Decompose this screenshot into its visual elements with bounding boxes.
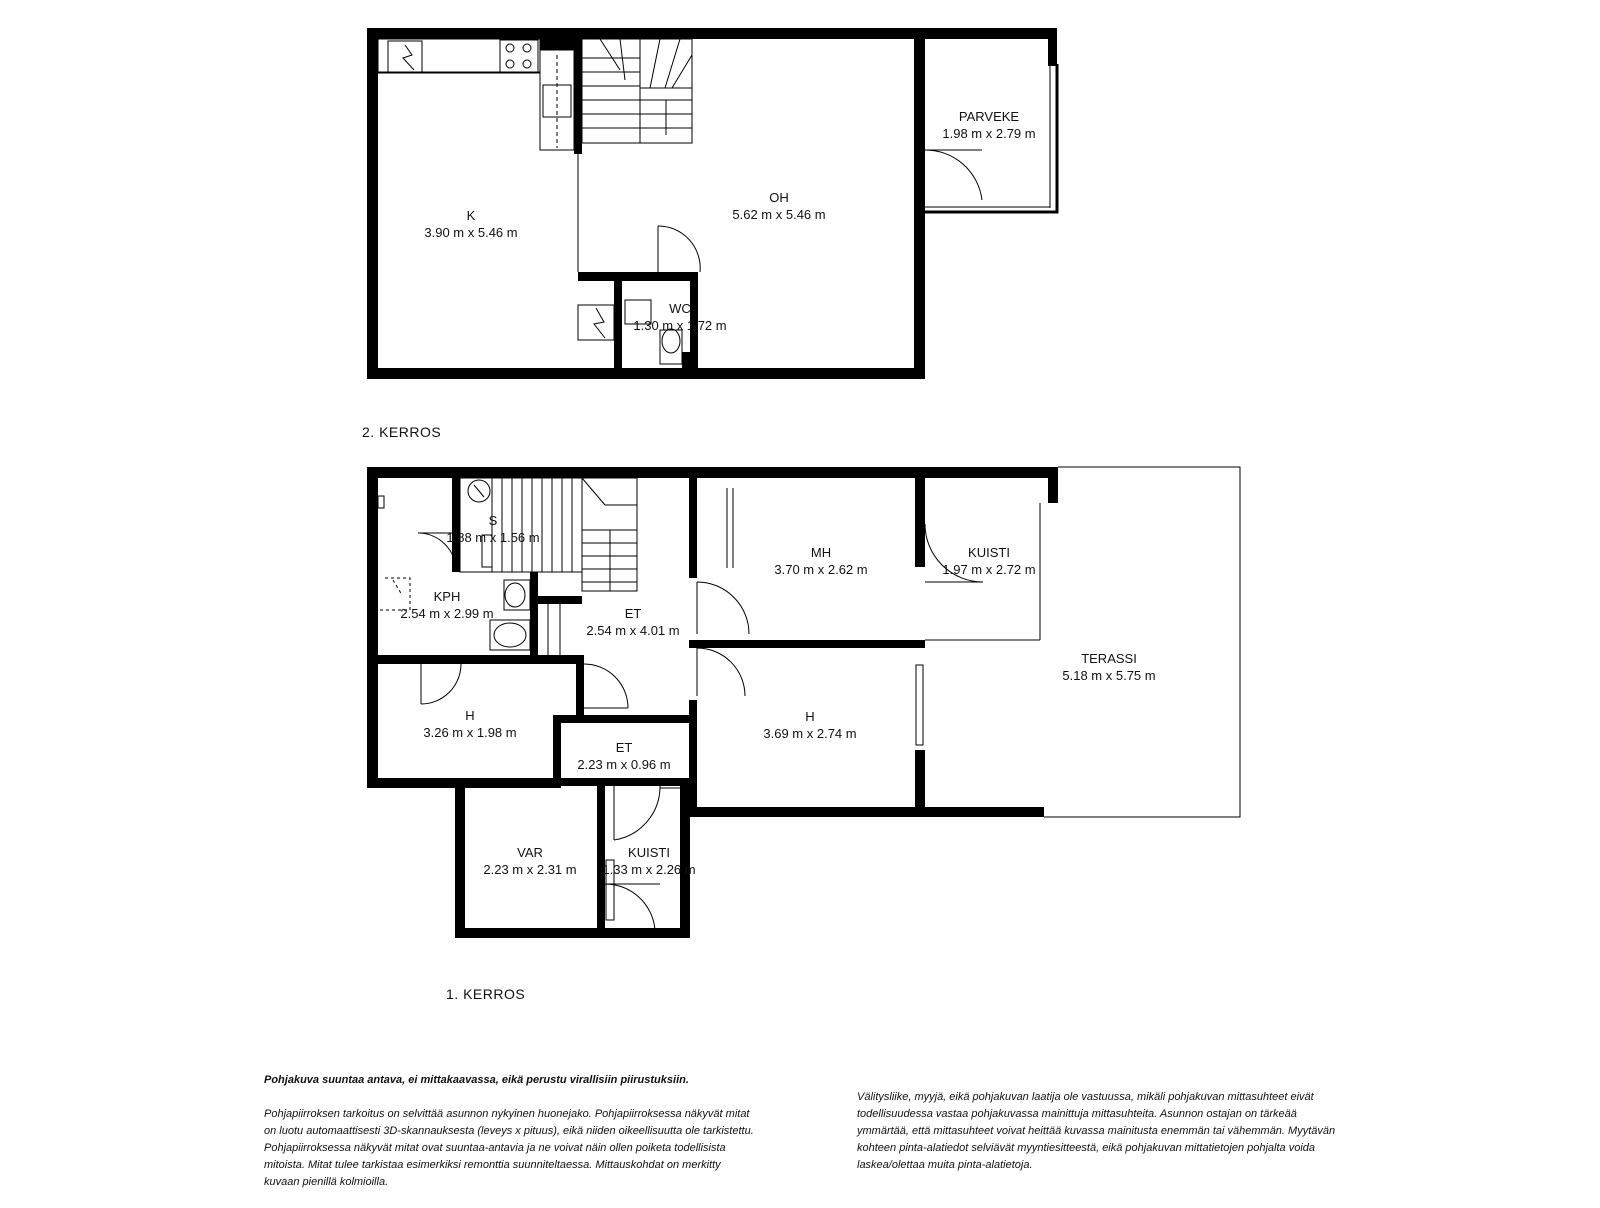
room-et2-size: 2.23 m x 0.96 m bbox=[577, 757, 671, 772]
upper-floor-label: 2. KERROS bbox=[362, 424, 442, 440]
room-h2-size: 3.69 m x 2.74 m bbox=[763, 726, 857, 741]
room-h1-name: H bbox=[465, 708, 475, 723]
lower-floor-labels bbox=[400, 513, 1155, 877]
room-terassi-size: 5.18 m x 5.75 m bbox=[1062, 668, 1156, 683]
upper-floor-labels bbox=[424, 109, 1035, 333]
upper-floor-details bbox=[369, 39, 1057, 364]
disclaimer-left bbox=[264, 1072, 754, 1208]
room-h2-name: H bbox=[805, 709, 815, 724]
room-wc-size: 1.30 m x 1.72 m bbox=[633, 318, 727, 333]
room-oh-name: OH bbox=[769, 190, 789, 205]
room-mh-name: MH bbox=[810, 545, 832, 560]
room-et1-size: 2.54 m x 4.01 m bbox=[586, 623, 680, 638]
disclaimer-heading: Pohjakuva suuntaa antava, ei mittakaavassa, eikä perustu virallisiin piirustuksiin. bbox=[264, 1074, 689, 1086]
room-terassi-name: TERASSI bbox=[1081, 651, 1137, 666]
room-kuisti1-size: 1.97 m x 2.72 m bbox=[942, 562, 1036, 577]
room-et1-name: ET bbox=[624, 606, 642, 621]
room-mh-size: 3.70 m x 2.62 m bbox=[774, 562, 868, 577]
room-oh-size: 5.62 m x 5.46 m bbox=[732, 207, 826, 222]
room-var-size: 2.23 m x 2.31 m bbox=[483, 862, 577, 877]
room-parveke-name: PARVEKE bbox=[958, 109, 1020, 124]
room-kuisti2-name: KUISTI bbox=[628, 845, 670, 860]
room-et2-name: ET bbox=[615, 740, 633, 755]
room-kuisti1-name: KUISTI bbox=[968, 545, 1010, 560]
disclaimer-right-text: Välitysliike, myyjä, eikä pohjakuvan laatija ole vastuussa, mikäli pohjakuvan mittasuhteet eivät todellisuudessa vastaa pohjakuvassa mainittuja mittasuhteita. Asunnon ostajan on tärkeää ymmärtää, että mittasuhteet voivat heittää kuvassa mainitusta enemmän tai vähemmän. Myytävän kohteen pinta-alatiedot selviävät myyntiesitteestä, eikä pohjakuvan mittatietojen pohjalta voida laskea/olettaa muita pinta-alatietoja. bbox=[857, 1091, 1336, 1171]
room-s-name: S bbox=[488, 513, 498, 528]
room-k-name: K bbox=[466, 208, 476, 223]
room-k-size: 3.90 m x 5.46 m bbox=[424, 225, 518, 240]
disclaimer-left-text: Pohjapiirroksen tarkoitus on selvittää asunnon nykyinen huonejako. Pohjapiirroksessa näkyvät mitat on luotu automaattisesti 3D-skannauksesta (leveys x pituus), eikä niiden oikeellisuutta ole tarkistettu. Pohjapiirroksessa näkyvät mitat ovat suuntaa-antavia ja ne voivat näin ollen poiketa todellisista mitoista. Mitat tulee tarkistaa esimerkiksi remonttia suunniteltaessa. Mittauskohdat on merkitty kuvaan pienillä kolmioilla. bbox=[264, 1108, 754, 1188]
room-var-name: VAR bbox=[517, 845, 543, 860]
room-h1-size: 3.26 m x 1.98 m bbox=[423, 725, 517, 740]
disclaimer-right bbox=[857, 1089, 1337, 1191]
room-parveke-size: 1.98 m x 2.79 m bbox=[942, 126, 1036, 141]
room-kuisti2-size: 1.33 m x 2.26 m bbox=[602, 862, 696, 877]
room-s-size: 1.88 m x 1.56 m bbox=[446, 530, 540, 545]
room-wc-name: WC bbox=[669, 301, 691, 316]
room-kph-name: KPH bbox=[433, 589, 461, 604]
room-kph-size: 2.54 m x 2.99 m bbox=[400, 606, 494, 621]
lower-floor-label: 1. KERROS bbox=[446, 986, 526, 1002]
